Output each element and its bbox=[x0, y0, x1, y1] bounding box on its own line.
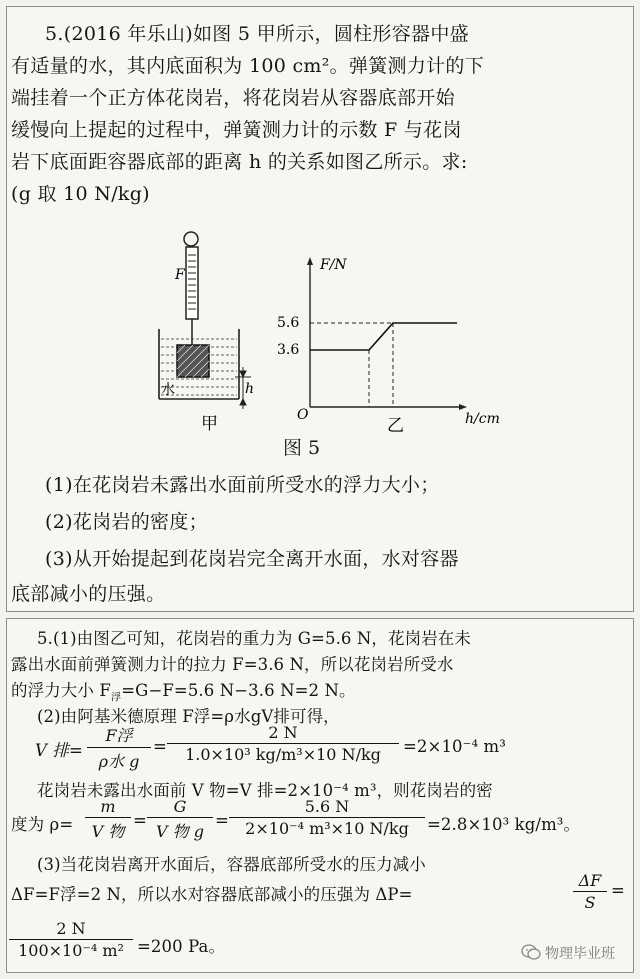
fraction-7-numerator: 2 N bbox=[9, 919, 133, 940]
question-line-6: (g 取 10 N/kg) bbox=[11, 183, 150, 205]
answer-line-8: (3)当花岗岩离开水面后，容器底部所受水的压力减小 bbox=[37, 855, 426, 874]
fraction-5-denominator: 2×10⁻⁴ m³×10 N/kg bbox=[245, 819, 409, 838]
sub-question-1: (1)在花岗岩未露出水面前所受水的浮力大小； bbox=[45, 474, 440, 496]
h-marker-label: h bbox=[245, 381, 255, 397]
figure-yi-graph bbox=[307, 257, 467, 410]
y-tick-3-6: 3.6 bbox=[277, 342, 300, 358]
fraction-1-numerator: F浮 bbox=[87, 723, 151, 748]
fraction-2-denominator: 1.0×10³ kg/m³×10 N/kg bbox=[185, 745, 381, 764]
equals-sign-4: = bbox=[611, 881, 625, 900]
wechat-icon bbox=[521, 943, 541, 961]
fraction-buoyancy-over-rho-g bbox=[87, 723, 151, 772]
answer-line-4: (2)由阿基米德原理 F浮=ρ水gV排可得， bbox=[37, 707, 340, 726]
fraction-6-denominator: S bbox=[584, 893, 596, 912]
question-line-5: 岩下底面距容器底部的距离 h 的关系如图乙所示。求: bbox=[11, 151, 468, 173]
fraction-df-over-s bbox=[573, 871, 607, 912]
pressure-result: =200 Pa。 bbox=[137, 937, 226, 956]
answer-line-6: 花岗岩未露出水面前 V 物=V 排=2×10⁻⁴ m³，则花岗岩的密 bbox=[37, 781, 493, 800]
fraction-6-numerator: ΔF bbox=[573, 871, 607, 892]
sub-question-3: (3)从开始提起到花岗岩完全离开水面，水对容器 bbox=[45, 548, 459, 570]
fraction-4-numerator: G bbox=[147, 797, 213, 818]
answer-line-1: 5.(1)由图乙可知，花岗岩的重力为 G=5.6 N，花岗岩在未 bbox=[37, 629, 471, 648]
y-axis-label: F/N bbox=[320, 257, 347, 273]
origin-label: O bbox=[297, 407, 309, 423]
watermark-text: 物理毕业班 bbox=[545, 946, 615, 962]
fraction-3-denominator: V 物 bbox=[91, 822, 125, 841]
fraction-5-numerator: 5.6 N bbox=[229, 797, 425, 818]
sub-question-2: (2)花岗岩的密度； bbox=[45, 511, 208, 533]
y-tick-5-6: 5.6 bbox=[277, 315, 300, 331]
figure-5 bbox=[147, 227, 527, 439]
question-line-4: 缓慢向上提起的过程中，弹簧测力计的示数 F 与花岗 bbox=[11, 119, 462, 141]
fraction-g-over-vg bbox=[147, 797, 213, 842]
question-line-2: 有适量的水，其内底面积为 100 cm²。弹簧测力计的下 bbox=[11, 55, 485, 77]
answer-line-9: ΔF=F浮=2 N，所以水对容器底部减小的压强为 ΔP= bbox=[11, 885, 413, 904]
figure-caption: 图 5 bbox=[283, 437, 321, 459]
water-label: 水 bbox=[161, 382, 175, 398]
equals-sign-2: = bbox=[133, 811, 147, 830]
question-line-1: 5.(2016 年乐山)如图 5 甲所示，圆柱形容器中盛 bbox=[45, 23, 469, 45]
fraction-2-numerator: 2 N bbox=[167, 723, 399, 744]
fraction-2n-over-area bbox=[9, 919, 133, 960]
fraction-7-denominator: 100×10⁻⁴ m² bbox=[18, 941, 124, 960]
sub-question-3-cont: 底部减小的压强。 bbox=[11, 583, 166, 605]
force-vs-height-line bbox=[310, 323, 457, 350]
equals-sign-1: = bbox=[153, 737, 167, 756]
equals-sign-3: = bbox=[215, 811, 229, 830]
density-lhs: 度为 ρ= bbox=[11, 815, 74, 834]
fraction-4-denominator: V 物 g bbox=[156, 822, 204, 841]
answer-line-3 bbox=[11, 677, 356, 703]
question-card bbox=[6, 6, 634, 612]
answer-card bbox=[6, 618, 634, 973]
fraction-m-over-v bbox=[85, 797, 131, 842]
answer-line-3-rest: =G−F=5.6 N−3.6 N=2 N。 bbox=[121, 681, 356, 700]
density-result: =2.8×10³ kg/m³。 bbox=[427, 815, 581, 834]
fraction-3-numerator: m bbox=[85, 797, 131, 818]
spring-force-label: F bbox=[175, 267, 185, 283]
question-line-3: 端挂着一个正方体花岗岩，将花岗岩从容器底部开始 bbox=[11, 87, 455, 109]
fraction-weight-over-vg bbox=[229, 797, 425, 838]
fraction-2n-over-rho-g bbox=[167, 723, 399, 764]
answer-line-2: 露出水面前弹簧测力计的拉力 F=3.6 N，所以花岗岩所受水 bbox=[11, 655, 454, 674]
figure-label-jia: 甲 bbox=[201, 414, 218, 434]
figure-label-yi: 乙 bbox=[387, 416, 404, 436]
volume-lhs: V 排= bbox=[35, 741, 83, 760]
fraction-1-denominator: ρ水 g bbox=[98, 752, 140, 771]
answer-line-3-prefix: 的浮力大小 F bbox=[11, 681, 111, 700]
volume-result: =2×10⁻⁴ m³ bbox=[403, 737, 506, 756]
answer-line-3-sub: 浮 bbox=[110, 692, 122, 704]
x-axis-label: h/cm bbox=[465, 411, 500, 427]
